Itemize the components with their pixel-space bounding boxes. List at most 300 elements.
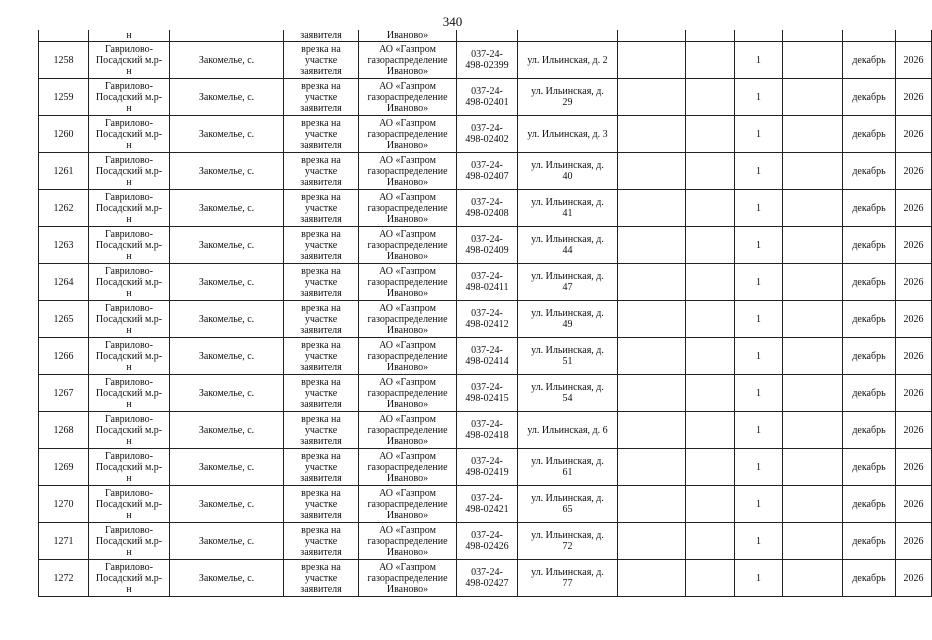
- cell-district-text: Гаврилово- Посадский м.р- н: [95, 191, 163, 225]
- cell-empty: [686, 190, 735, 227]
- cell-work-type-text: врезка на участке заявителя: [300, 43, 342, 77]
- cell-settlement: [170, 190, 284, 227]
- cell-code: [457, 486, 518, 523]
- cell-settlement-text: Закомелье, с.: [198, 91, 255, 103]
- cell-district-text: Гаврилово- Посадский м.р- н: [95, 413, 163, 447]
- cell-qty: [735, 30, 783, 42]
- cell-code-text: 037-24- 498-02399: [465, 49, 509, 71]
- cell-empty: [783, 375, 843, 412]
- cell-year-text: 2026: [903, 276, 924, 288]
- cell-empty: [618, 486, 686, 523]
- cell-qty-text: 1: [756, 461, 761, 473]
- cell-year: [896, 116, 932, 153]
- cell-month: [843, 30, 896, 42]
- cell-address-text: ул. Ильинская, д. 65: [531, 493, 604, 515]
- cell-code: [457, 190, 518, 227]
- cell-code-text: 037-24- 498-02402: [465, 123, 509, 145]
- cell-empty: [618, 375, 686, 412]
- cell-district-text: Гаврилово- Посадский м.р- н: [95, 154, 163, 188]
- cell-district-text: Гаврилово- Посадский м.р- н: [95, 339, 163, 373]
- cell-month: [843, 523, 896, 560]
- cell-district-text: Гаврилово- Посадский м.р- н: [95, 80, 163, 114]
- cell-settlement-text: Закомелье, с.: [198, 535, 255, 547]
- cell-empty: [783, 116, 843, 153]
- cell-settlement: [170, 227, 284, 264]
- cell-code-text: 037-24- 498-02408: [465, 197, 509, 219]
- cell-address-text: ул. Ильинская, д. 49: [531, 308, 604, 330]
- cell-work-type: [284, 375, 359, 412]
- cell-organization: [359, 153, 457, 190]
- cell-address: [518, 412, 618, 449]
- cell-year: [896, 412, 932, 449]
- cell-work-type-text: врезка на участке заявителя: [300, 265, 342, 299]
- cell-organization-text: АО «Газпром газораспределение Иваново»: [367, 561, 448, 595]
- cell-empty: [618, 42, 686, 79]
- cell-empty: [686, 560, 735, 597]
- cell-organization: [359, 523, 457, 560]
- cell-num: [39, 486, 89, 523]
- cell-address-text: ул. Ильинская, д. 41: [531, 197, 604, 219]
- cell-num: [39, 153, 89, 190]
- table-row: [39, 264, 932, 301]
- cell-num: [39, 42, 89, 79]
- cell-num-text: 1258: [53, 54, 74, 66]
- cell-settlement-text: Закомелье, с.: [198, 313, 255, 325]
- cell-code: [457, 264, 518, 301]
- cell-work-type-text: врезка на участке заявителя: [300, 302, 342, 336]
- cell-qty-text: 1: [756, 239, 761, 251]
- cell-address: [518, 190, 618, 227]
- cell-month-text: декабрь: [852, 239, 886, 251]
- cell-empty: [783, 412, 843, 449]
- cell-work-type: [284, 42, 359, 79]
- cell-organization: Иваново»: [359, 30, 457, 42]
- cell-district: [89, 79, 170, 116]
- continuation-row: [39, 30, 932, 42]
- cell-year-text: 2026: [903, 535, 924, 547]
- cell-district-text: Гаврилово- Посадский м.р- н: [95, 228, 163, 262]
- cell-organization-text: АО «Газпром газораспределение Иваново»: [367, 450, 448, 484]
- cell-year-text: 2026: [903, 313, 924, 325]
- cell-district-text: Гаврилово- Посадский м.р- н: [95, 524, 163, 558]
- cell-empty: [686, 375, 735, 412]
- cell-month-text: декабрь: [852, 424, 886, 436]
- cell-address: [518, 560, 618, 597]
- cell-address: [518, 338, 618, 375]
- cell-organization: [359, 190, 457, 227]
- cell-address-text: ул. Ильинская, д. 29: [531, 86, 604, 108]
- cell-year-text: 2026: [903, 424, 924, 436]
- cell-empty: [618, 79, 686, 116]
- cell-year: [896, 523, 932, 560]
- cell-qty-text: 1: [756, 424, 761, 436]
- cell-organization-text: АО «Газпром газораспределение Иваново»: [367, 117, 448, 151]
- cell-organization: [359, 116, 457, 153]
- table-row: [39, 190, 932, 227]
- cell-district: [89, 227, 170, 264]
- cell-work-type-text: врезка на участке заявителя: [300, 413, 342, 447]
- cell-address-text: ул. Ильинская, д. 51: [531, 345, 604, 367]
- cell-organization: [359, 264, 457, 301]
- cell-code: [457, 153, 518, 190]
- cell-qty: [735, 560, 783, 597]
- cell-work-type: [284, 560, 359, 597]
- cell-district: [89, 338, 170, 375]
- connection-schedule-table: [38, 30, 932, 597]
- cell-organization: [359, 227, 457, 264]
- cell-settlement-text: Закомелье, с.: [198, 239, 255, 251]
- cell-year-text: 2026: [903, 202, 924, 214]
- cell-district: [89, 301, 170, 338]
- table-row: [39, 486, 932, 523]
- cell-code: [457, 338, 518, 375]
- cell-address: [518, 301, 618, 338]
- cell-district-text: Гаврилово- Посадский м.р- н: [95, 265, 163, 299]
- cell-organization-text: АО «Газпром газораспределение Иваново»: [367, 228, 448, 262]
- cell-qty: [735, 153, 783, 190]
- cell-settlement: [170, 523, 284, 560]
- cell-empty: [783, 560, 843, 597]
- cell-code: [457, 560, 518, 597]
- cell-work-type-text: врезка на участке заявителя: [300, 487, 342, 521]
- cell-district: [89, 560, 170, 597]
- cell-year-text: 2026: [903, 572, 924, 584]
- cell-month: [843, 79, 896, 116]
- cell-empty: [618, 560, 686, 597]
- cell-qty-text: 1: [756, 313, 761, 325]
- cell-empty: [783, 190, 843, 227]
- table-row: [39, 560, 932, 597]
- cell-month: [843, 153, 896, 190]
- cell-code-text: 037-24- 498-02427: [465, 567, 509, 589]
- cell-num: [39, 449, 89, 486]
- cell-settlement-text: Закомелье, с.: [198, 461, 255, 473]
- cell-code-text: 037-24- 498-02426: [465, 530, 509, 552]
- cell-address-text: ул. Ильинская, д. 6: [527, 424, 608, 436]
- cell-code-text: 037-24- 498-02412: [465, 308, 509, 330]
- cell-organization-text: АО «Газпром газораспределение Иваново»: [367, 191, 448, 225]
- cell-organization-text: АО «Газпром газораспределение Иваново»: [367, 154, 448, 188]
- cell-organization: [359, 412, 457, 449]
- cell-qty: [735, 264, 783, 301]
- cell-organization-text: АО «Газпром газораспределение Иваново»: [367, 265, 448, 299]
- cell-work-type-text: врезка на участке заявителя: [300, 450, 342, 484]
- cell-work-type-text: врезка на участке заявителя: [300, 228, 342, 262]
- cell-month: [843, 486, 896, 523]
- cell-code-text: 037-24- 498-02418: [465, 419, 509, 441]
- cell-year-text: 2026: [903, 350, 924, 362]
- cell-address-text: ул. Ильинская, д. 54: [531, 382, 604, 404]
- cell-month-text: декабрь: [852, 461, 886, 473]
- cell-settlement-text: Закомелье, с.: [198, 424, 255, 436]
- cell-qty: [735, 412, 783, 449]
- cell-month-text: декабрь: [852, 572, 886, 584]
- cell-address-text: ул. Ильинская, д. 2: [527, 54, 608, 66]
- cell-num-text: 1272: [53, 572, 74, 584]
- cell-month: [843, 227, 896, 264]
- cell-year-text: 2026: [903, 91, 924, 103]
- cell-work-type: [284, 116, 359, 153]
- cell-empty: [783, 338, 843, 375]
- cell-work-type-text: врезка на участке заявителя: [300, 117, 342, 151]
- cell-empty: [686, 486, 735, 523]
- cell-settlement: [170, 560, 284, 597]
- cell-month-text: декабрь: [852, 498, 886, 510]
- cell-num-text: 1264: [53, 276, 74, 288]
- cell-qty: [735, 116, 783, 153]
- cell-work-type: [284, 190, 359, 227]
- cell-empty: [618, 116, 686, 153]
- cell-month-text: декабрь: [852, 91, 886, 103]
- cell-month-text: декабрь: [852, 276, 886, 288]
- cell-settlement-text: Закомелье, с.: [198, 572, 255, 584]
- cell-qty-text: 1: [756, 498, 761, 510]
- cell-qty: [735, 523, 783, 560]
- cell-empty: [618, 449, 686, 486]
- cell-qty: [735, 42, 783, 79]
- table-row: [39, 375, 932, 412]
- cell-num: [39, 412, 89, 449]
- cell-address: [518, 42, 618, 79]
- cell-organization-text: АО «Газпром газораспределение Иваново»: [367, 487, 448, 521]
- cell-code: [457, 523, 518, 560]
- cell-month: [843, 449, 896, 486]
- cell-work-type-text: врезка на участке заявителя: [300, 191, 342, 225]
- cell-settlement-text: Закомелье, с.: [198, 498, 255, 510]
- cell-month-text: декабрь: [852, 202, 886, 214]
- cell-num-text: 1260: [53, 128, 74, 140]
- cell-qty-text: 1: [756, 91, 761, 103]
- cell-district-text: Гаврилово- Посадский м.р- н: [95, 487, 163, 521]
- cell-empty: [783, 79, 843, 116]
- cell-address: [518, 264, 618, 301]
- cell-organization: [359, 338, 457, 375]
- cell-work-type-text: врезка на участке заявителя: [300, 339, 342, 373]
- cell-district: [89, 523, 170, 560]
- cell-address-text: ул. Ильинская, д. 3: [527, 128, 608, 140]
- cell-settlement: [170, 375, 284, 412]
- cell-num-text: 1267: [53, 387, 74, 399]
- cell-num-text: 1270: [53, 498, 74, 510]
- cell-address: [518, 30, 618, 42]
- cell-settlement: [170, 153, 284, 190]
- cell-empty: [783, 301, 843, 338]
- cell-empty: [783, 486, 843, 523]
- cell-qty-text: 1: [756, 572, 761, 584]
- cell-empty: [686, 449, 735, 486]
- cell-num-text: 1265: [53, 313, 74, 325]
- cell-settlement: [170, 42, 284, 79]
- cell-qty: [735, 449, 783, 486]
- cell-district-text: Гаврилово- Посадский м.р- н: [95, 302, 163, 336]
- cell-qty: [735, 227, 783, 264]
- cell-num-text: 1266: [53, 350, 74, 362]
- cell-qty-text: 1: [756, 202, 761, 214]
- cell-year: [896, 153, 932, 190]
- cell-empty: [686, 264, 735, 301]
- cell-address-text: ул. Ильинская, д. 47: [531, 271, 604, 293]
- cell-code-text: 037-24- 498-02407: [465, 160, 509, 182]
- cell-organization-text: АО «Газпром газораспределение Иваново»: [367, 413, 448, 447]
- cell-empty: [686, 227, 735, 264]
- cell-num: [39, 560, 89, 597]
- cell-empty: [618, 227, 686, 264]
- cell-qty-text: 1: [756, 128, 761, 140]
- cell-year: [896, 190, 932, 227]
- cell-empty: [618, 30, 686, 42]
- cell-year: [896, 449, 932, 486]
- cell-month-text: декабрь: [852, 535, 886, 547]
- cell-work-type: [284, 227, 359, 264]
- cell-code-text: 037-24- 498-02409: [465, 234, 509, 256]
- cell-year: [896, 79, 932, 116]
- cell-work-type: [284, 301, 359, 338]
- cell-month-text: декабрь: [852, 313, 886, 325]
- cell-organization: [359, 486, 457, 523]
- cell-settlement: [170, 79, 284, 116]
- cell-code: [457, 375, 518, 412]
- cell-qty-text: 1: [756, 387, 761, 399]
- cell-code-text: 037-24- 498-02401: [465, 86, 509, 108]
- cell-num-text: 1261: [53, 165, 74, 177]
- cell-work-type-text: врезка на участке заявителя: [300, 524, 342, 558]
- cell-num-text: 1271: [53, 535, 74, 547]
- table-row: [39, 412, 932, 449]
- cell-year: [896, 486, 932, 523]
- cell-num: [39, 375, 89, 412]
- cell-code: [457, 227, 518, 264]
- cell-empty: [618, 523, 686, 560]
- cell-qty: [735, 190, 783, 227]
- cell-settlement: [170, 449, 284, 486]
- cell-empty: [686, 42, 735, 79]
- cell-code: [457, 79, 518, 116]
- table-body: [39, 30, 932, 597]
- table-row: [39, 79, 932, 116]
- cell-settlement: [170, 264, 284, 301]
- cell-district: [89, 42, 170, 79]
- cell-month: [843, 560, 896, 597]
- cell-settlement-text: Закомелье, с.: [198, 165, 255, 177]
- cell-qty: [735, 375, 783, 412]
- cell-month: [843, 264, 896, 301]
- cell-num: [39, 190, 89, 227]
- cell-code-text: 037-24- 498-02411: [465, 271, 509, 293]
- cell-work-type-text: врезка на участке заявителя: [300, 376, 342, 410]
- cell-num-text: 1262: [53, 202, 74, 214]
- cell-empty: [783, 264, 843, 301]
- cell-empty: [783, 30, 843, 42]
- cell-year-text: 2026: [903, 165, 924, 177]
- cell-address: [518, 486, 618, 523]
- cell-work-type: [284, 523, 359, 560]
- cell-address: [518, 79, 618, 116]
- cell-num: [39, 30, 89, 42]
- cell-code: [457, 30, 518, 42]
- cell-district: [89, 486, 170, 523]
- cell-district-text: Гаврилово- Посадский м.р- н: [95, 376, 163, 410]
- cell-settlement: [170, 30, 284, 42]
- cell-empty: [618, 153, 686, 190]
- cell-empty: [783, 42, 843, 79]
- cell-empty: [686, 301, 735, 338]
- cell-year: [896, 560, 932, 597]
- cell-empty: [686, 116, 735, 153]
- cell-organization: [359, 449, 457, 486]
- cell-year-text: 2026: [903, 461, 924, 473]
- cell-organization-text: АО «Газпром газораспределение Иваново»: [367, 339, 448, 373]
- cell-empty: [686, 338, 735, 375]
- cell-empty: [686, 153, 735, 190]
- cell-code: [457, 301, 518, 338]
- cell-code: [457, 449, 518, 486]
- cell-work-type: [284, 338, 359, 375]
- table-row: [39, 42, 932, 79]
- cell-district: [89, 449, 170, 486]
- cell-year-text: 2026: [903, 498, 924, 510]
- cell-month-text: декабрь: [852, 387, 886, 399]
- table-row: [39, 449, 932, 486]
- cell-month: [843, 116, 896, 153]
- cell-organization-text: АО «Газпром газораспределение Иваново»: [367, 80, 448, 114]
- cell-num: [39, 264, 89, 301]
- cell-empty: [618, 412, 686, 449]
- cell-district: [89, 264, 170, 301]
- cell-settlement-text: Закомелье, с.: [198, 276, 255, 288]
- cell-settlement-text: Закомелье, с.: [198, 387, 255, 399]
- cell-address: [518, 449, 618, 486]
- cell-num-text: 1269: [53, 461, 74, 473]
- cell-month-text: декабрь: [852, 165, 886, 177]
- cell-organization-text: АО «Газпром газораспределение Иваново»: [367, 524, 448, 558]
- cell-year-text: 2026: [903, 239, 924, 251]
- cell-work-type: [284, 486, 359, 523]
- cell-year: [896, 338, 932, 375]
- cell-empty: [783, 523, 843, 560]
- cell-settlement: [170, 116, 284, 153]
- cell-address-text: ул. Ильинская, д. 72: [531, 530, 604, 552]
- cell-work-type: [284, 412, 359, 449]
- cell-district: [89, 190, 170, 227]
- cell-work-type: [284, 264, 359, 301]
- cell-district: [89, 412, 170, 449]
- cell-empty: [618, 190, 686, 227]
- cell-code-text: 037-24- 498-02414: [465, 345, 509, 367]
- cell-organization-text: АО «Газпром газораспределение Иваново»: [367, 302, 448, 336]
- cell-qty-text: 1: [756, 276, 761, 288]
- cell-num: [39, 523, 89, 560]
- cell-num: [39, 227, 89, 264]
- cell-organization: [359, 560, 457, 597]
- cell-year: [896, 375, 932, 412]
- cell-district-text: Гаврилово- Посадский м.р- н: [95, 43, 163, 77]
- table-row: [39, 301, 932, 338]
- cell-year: [896, 301, 932, 338]
- cell-num-text: 1268: [53, 424, 74, 436]
- cell-empty: [686, 30, 735, 42]
- cell-code-text: 037-24- 498-02421: [465, 493, 509, 515]
- cell-organization: [359, 301, 457, 338]
- cell-num: [39, 116, 89, 153]
- cell-num: [39, 301, 89, 338]
- table-row: [39, 116, 932, 153]
- cell-qty-text: 1: [756, 350, 761, 362]
- cell-qty-text: 1: [756, 54, 761, 66]
- cell-empty: [618, 301, 686, 338]
- cell-district-text: Гаврилово- Посадский м.р- н: [95, 561, 163, 595]
- cell-year: [896, 227, 932, 264]
- cell-empty: [686, 79, 735, 116]
